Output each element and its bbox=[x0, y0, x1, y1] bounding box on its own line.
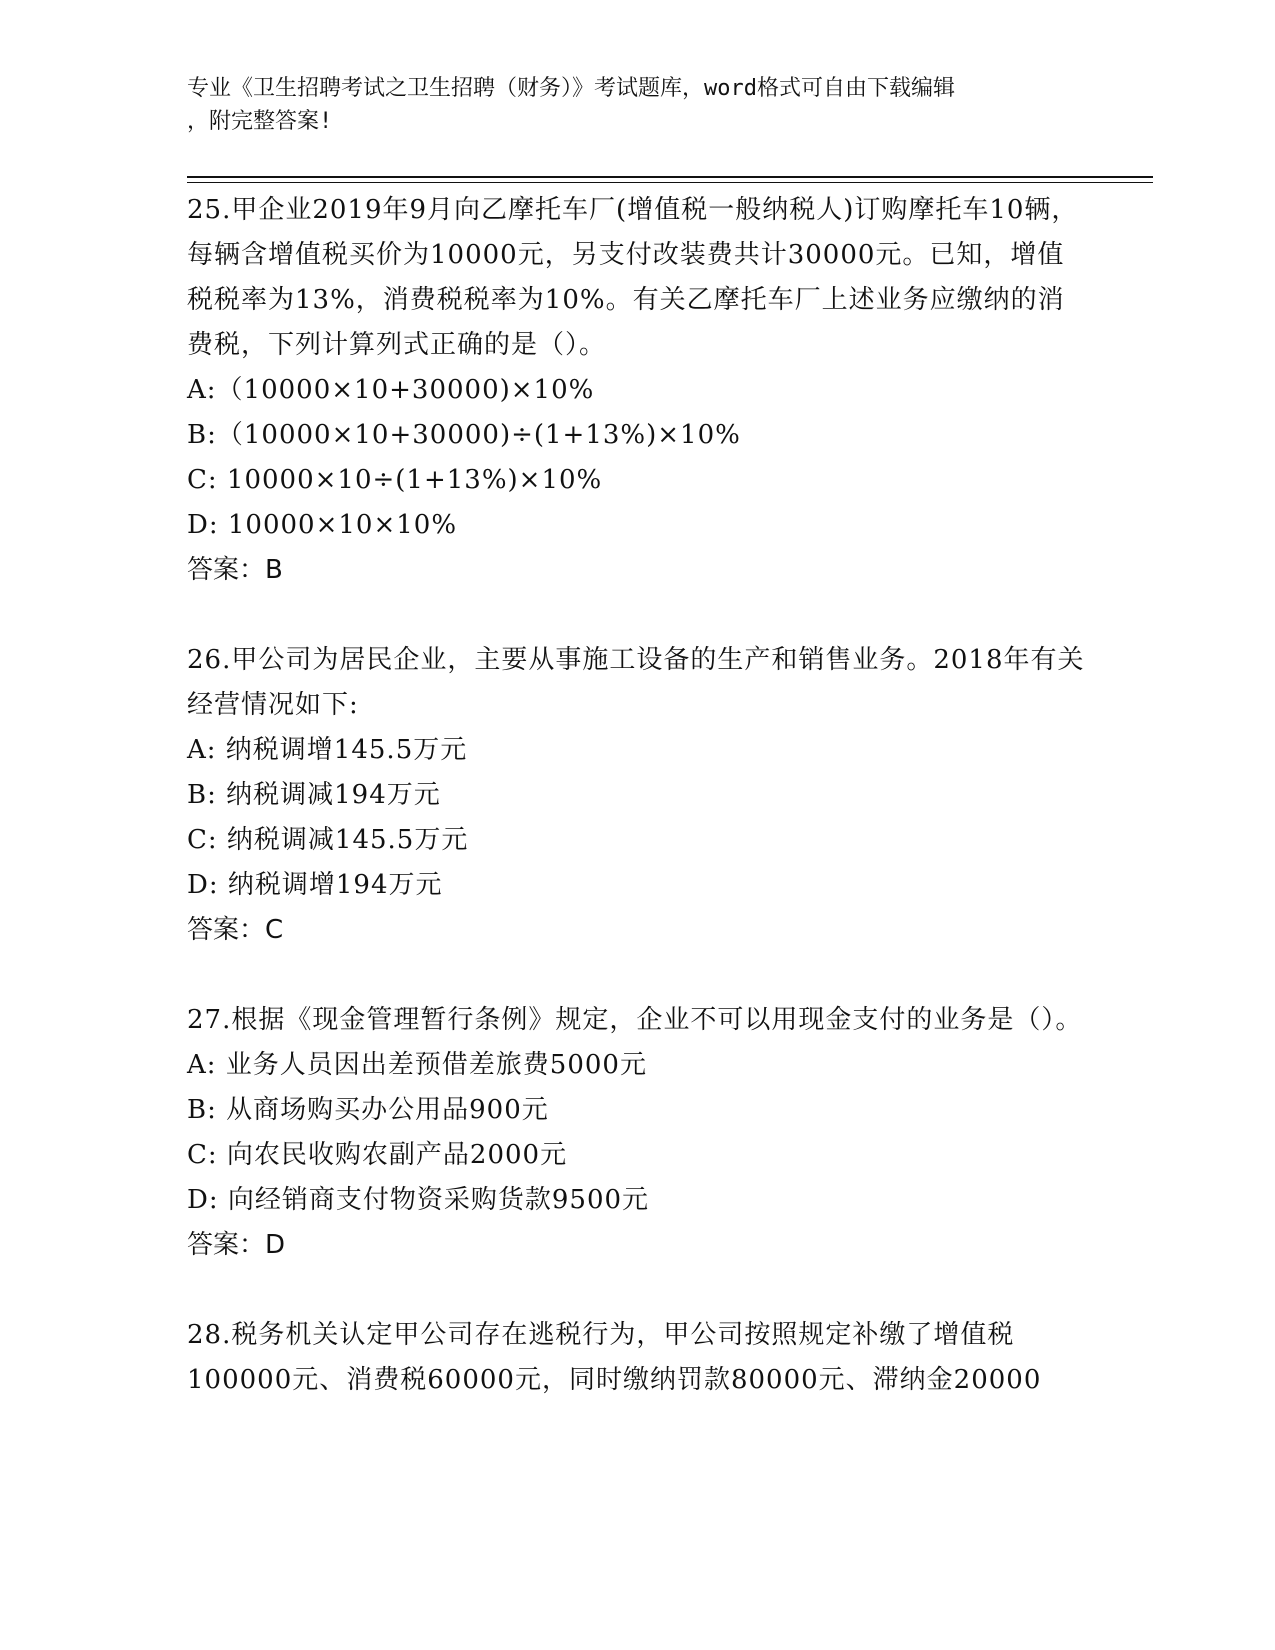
question-stem: 25.甲企业2019年9月向乙摩托车厂(增值税一般纳税人)订购摩托车10辆，每辆含增值税买价为10000元，另支付改装费共计30000元。已知，增值税税率为13%，消费税税率为10%。有关乙摩托车厂上述业务应缴纳的消费税，下列计算列式正确的是（）。 bbox=[187, 195, 1079, 360]
question-stem: 26.甲公司为居民企业，主要从事施工设备的生产和销售业务。2018年有关经营情况如下: bbox=[187, 645, 1085, 720]
option-a: A:（10000×10+30000)×10% bbox=[187, 375, 595, 405]
question-26 bbox=[187, 638, 1087, 953]
option-d: D: 纳税调增194万元 bbox=[187, 870, 443, 900]
question-27 bbox=[187, 998, 1087, 1268]
question-list bbox=[187, 188, 1087, 1448]
document-header bbox=[187, 72, 1067, 138]
header-line-2: ，附完整答案! bbox=[187, 109, 333, 134]
option-b: B:（10000×10+30000)÷(1+13%)×10% bbox=[187, 420, 741, 450]
option-b: B: 从商场购买办公用品900元 bbox=[187, 1095, 549, 1125]
option-c: C: 10000×10÷(1+13%)×10% bbox=[187, 465, 603, 495]
option-c: C: 向农民收购农副产品2000元 bbox=[187, 1140, 568, 1170]
header-rule-thin bbox=[187, 182, 1153, 183]
question-28 bbox=[187, 1313, 1087, 1403]
question-stem: 27.根据《现金管理暂行条例》规定，企业不可以用现金支付的业务是（）。 bbox=[187, 1005, 1083, 1035]
answer: 答案：D bbox=[187, 1230, 286, 1260]
option-c: C: 纳税调减145.5万元 bbox=[187, 825, 469, 855]
answer: 答案：C bbox=[187, 915, 284, 945]
option-d: D: 10000×10×10% bbox=[187, 510, 458, 540]
header-line-1: 专业《卫生招聘考试之卫生招聘（财务）》考试题库，word格式可自由下载编辑 bbox=[187, 76, 955, 101]
option-b: B: 纳税调减194万元 bbox=[187, 780, 441, 810]
answer: 答案：B bbox=[187, 555, 283, 585]
option-a: A: 纳税调增145.5万元 bbox=[187, 735, 468, 765]
option-d: D: 向经销商支付物资采购货款9500元 bbox=[187, 1185, 650, 1215]
question-stem: 28.税务机关认定甲公司存在逃税行为，甲公司按照规定补缴了增值税100000元、消费税60000元，同时缴纳罚款80000元、滞纳金20000 bbox=[187, 1320, 1042, 1395]
header-rule-thick bbox=[187, 176, 1153, 178]
option-a: A: 业务人员因出差预借差旅费5000元 bbox=[187, 1050, 647, 1080]
question-25 bbox=[187, 188, 1087, 593]
